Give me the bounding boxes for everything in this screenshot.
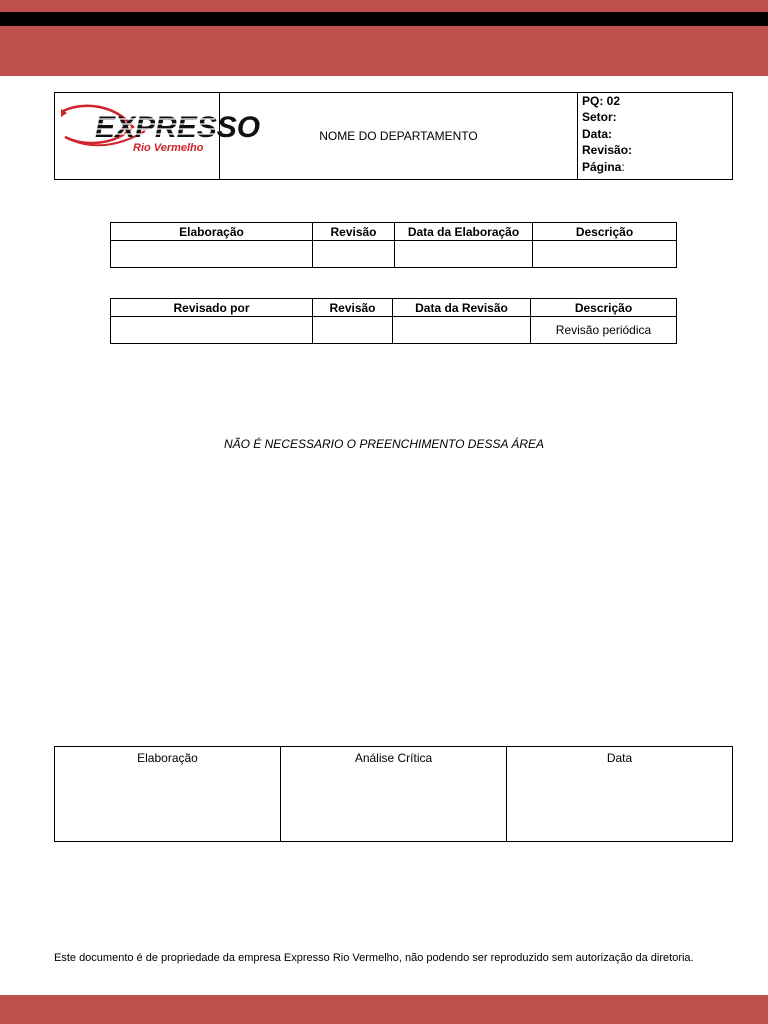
col-elaboracao: Elaboração [111, 223, 313, 241]
data-label: Data: [582, 126, 613, 141]
col-revisao: Revisão [313, 223, 395, 241]
fill-not-required-note: NÃO É NECESSARIO O PREENCHIMENTO DESSA ÁREA [223, 437, 545, 451]
pagina-row [582, 159, 732, 175]
elaboration-table [110, 222, 677, 268]
col-data-elaboracao: Data da Elaboração [395, 223, 533, 241]
revisao-label: Revisão: [582, 143, 633, 158]
col-revisado-por: Revisado por [111, 299, 313, 317]
cell-elaboracao[interactable] [111, 241, 313, 268]
approval-data[interactable]: Data [507, 747, 733, 842]
top-band-dark [0, 12, 768, 26]
header-band [0, 26, 768, 76]
cell-descricao[interactable] [533, 241, 677, 268]
cell-revisao[interactable] [313, 317, 393, 344]
setor-label: Setor: [582, 110, 617, 125]
col-data-revisao: Data da Revisão [393, 299, 531, 317]
table-row [111, 241, 677, 268]
approval-elaboracao[interactable]: Elaboração [55, 747, 281, 842]
pagina-label: Página [582, 159, 622, 174]
department-name: NOME DO DEPARTAMENTO [220, 93, 578, 180]
revision-table [110, 298, 677, 344]
cell-descricao[interactable]: Revisão periódica [531, 317, 677, 344]
logo-cell [55, 93, 261, 180]
table-row [111, 317, 677, 344]
logo-text-sub: Rio Vermelho [133, 142, 204, 154]
cell-data-revisao[interactable] [393, 317, 531, 344]
cell-data-elaboracao[interactable] [395, 241, 533, 268]
document-info [578, 93, 733, 180]
pagina-colon: : [621, 159, 625, 174]
col-revisao: Revisão [313, 299, 393, 317]
logo-text-main: EXPRESSO [95, 111, 261, 144]
company-logo [55, 93, 261, 174]
ownership-notice: Este documento é de propriedade da empresa Expresso Rio Vermelho, não podendo ser reproduzido sem autorização da diretoria. [54, 952, 694, 964]
approval-analise-critica[interactable]: Análise Crítica [281, 747, 507, 842]
document-header [54, 92, 733, 180]
cell-revisado-por[interactable] [111, 317, 313, 344]
col-descricao: Descrição [533, 223, 677, 241]
col-descricao: Descrição [531, 299, 677, 317]
top-band [0, 0, 768, 12]
approval-table [54, 746, 733, 842]
pq-number: PQ: 02 [582, 94, 621, 108]
footer-band [0, 995, 768, 1024]
cell-revisao[interactable] [313, 241, 395, 268]
